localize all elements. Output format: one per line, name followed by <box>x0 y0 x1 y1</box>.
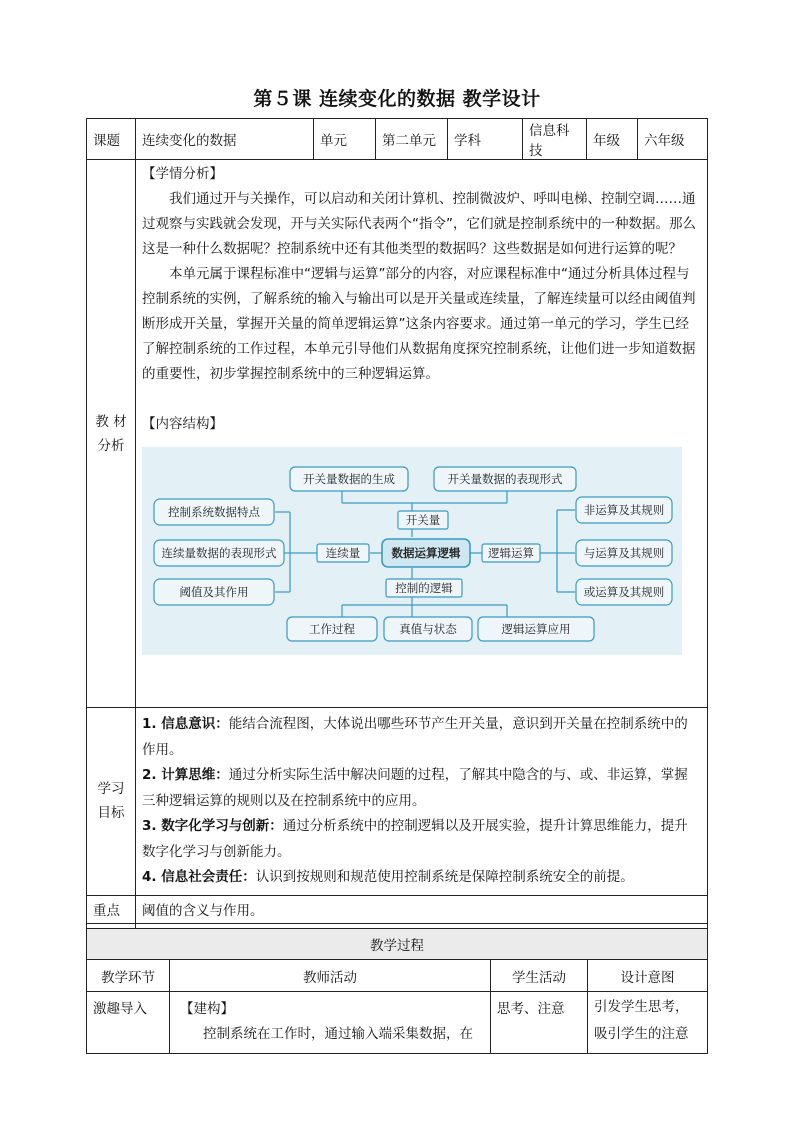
diagram-right-1: 非运算及其规则 <box>583 503 665 517</box>
content-structure-heading: 【内容结构】 <box>142 416 223 432</box>
diagram-right-3: 或运算及其规则 <box>583 585 665 599</box>
col-stage: 教学环节 <box>87 960 170 992</box>
diagram-bottom-1: 工作过程 <box>309 622 355 636</box>
diagram-left-1: 控制系统数据特点 <box>168 505 260 519</box>
diagram-top-link: 开关量 <box>405 513 441 527</box>
row1-student: 思考、注意 <box>491 992 588 1054</box>
diagram-top-right: 开关量数据的表现形式 <box>447 472 563 486</box>
content-structure-diagram <box>142 447 682 655</box>
analysis-paragraph-2: 本单元属于课程标准中“逻辑与运算”部分的内容，对应课程标准中“通过分析具体过程与控制系统的实例，了解系统的输入与输出可以是开关量或连续量，了解连续量可以经由阈值判断形成开关量，掌握开关量的简单逻辑运算”这条内容要求。通过第一单元的学习，学生已经了解控制系统的工作过程，本单元引导他们从数据角度探究控制系统，让他们进一步知道数据的重要性，初步掌握控制系统中的三种逻辑运算。 <box>142 266 696 382</box>
diagram-bottom-2: 真值与状态 <box>399 622 457 636</box>
page-title: 第５课 连续变化的数据 教学设计 <box>253 88 541 110</box>
process-header-row <box>87 960 708 992</box>
diagram-left-link: 连续量 <box>325 546 361 560</box>
analysis-paragraph-1: 我们通过开与关操作，可以启动和关闭计算机、控制微波炉、呼叫电梯、控制空调……通过观察与实践就会发现，开与关实际代表两个“指令”，它们就是控制系统中的一种数据。那么这是一种什么数据呢？控制系统中还有其他类型的数据吗？这些数据是如何进行运算的呢？ <box>142 191 696 257</box>
objective-2: 2. 计算思维：通过分析实际生活中解决问题的过程，了解其中隐含的与、或、非运算，掌握三种逻辑运算的规则以及在控制系统中的应用。 <box>142 767 688 809</box>
grade-label: 年级 <box>587 119 638 160</box>
header-row <box>87 119 708 160</box>
diagram-bottom-3: 逻辑运算应用 <box>501 622 571 636</box>
unit-label: 单元 <box>314 119 376 160</box>
grade-value: 六年级 <box>638 119 708 160</box>
topic-label: 课题 <box>87 119 136 160</box>
objective-1: 1. 信息意识：能结合流程图，大体说出哪些环节产生开关量，意识到开关量在控制系统中的作用。 <box>142 716 688 758</box>
teaching-process-table <box>86 928 708 1054</box>
objectives-row <box>87 708 708 896</box>
analysis-label: 教 材 分析 <box>87 160 136 708</box>
objectives-label: 学习 目标 <box>87 708 136 896</box>
key-point-value: 阈值的含义与作用。 <box>136 895 708 923</box>
diagram-top-left: 开关量数据的生成 <box>303 472 395 486</box>
row1-intent: 引发学生思考，吸引学生的注意 <box>588 992 708 1054</box>
diagram-right-link: 逻辑运算 <box>488 546 534 560</box>
process-title-row <box>87 929 708 960</box>
row1-teacher: 【建构】 控制系统在工作时，通过输入端采集数据，在 <box>170 992 491 1054</box>
diagram-left-2: 连续量数据的表现形式 <box>161 546 277 560</box>
row1-stage: 激趣导入 <box>87 992 170 1054</box>
subject-value: 信息科技 <box>523 119 587 160</box>
subject-label: 学科 <box>448 119 523 160</box>
diagram-bottom-link: 控制的逻辑 <box>395 581 453 595</box>
diagram-center: 数据运算逻辑 <box>391 546 461 560</box>
analysis-row <box>87 160 708 708</box>
objective-4: 4. 信息社会责任：认识到按规则和规范使用控制系统是保障控制系统安全的前提。 <box>142 869 634 885</box>
col-student: 学生活动 <box>491 960 588 992</box>
process-row-1 <box>87 992 708 1054</box>
student-analysis-heading: 【学情分析】 <box>142 166 223 182</box>
analysis-content <box>136 160 708 708</box>
col-teacher: 教师活动 <box>170 960 491 992</box>
unit-value: 第二单元 <box>376 119 448 160</box>
diagram-left-3: 阈值及其作用 <box>179 585 249 599</box>
objectives-content <box>136 708 708 896</box>
col-intent: 设计意图 <box>588 960 708 992</box>
key-point-row <box>87 895 708 923</box>
key-point-label: 重点 <box>87 895 136 923</box>
lesson-info-table <box>86 118 708 952</box>
topic-value: 连续变化的数据 <box>136 119 314 160</box>
diagram-right-2: 与运算及其规则 <box>583 546 665 560</box>
objective-3: 3. 数字化学习与创新：通过分析系统中的控制逻辑以及开展实验，提升计算思维能力，提升数字化学习与创新能力。 <box>142 818 688 860</box>
process-title: 教学过程 <box>87 929 708 960</box>
